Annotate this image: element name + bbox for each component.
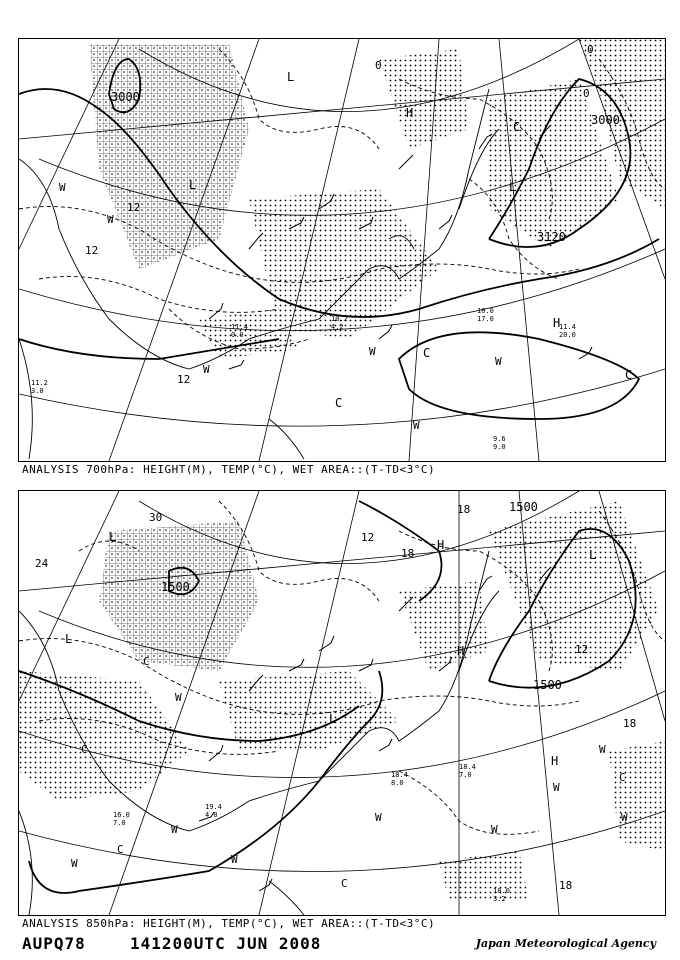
station-temp: 11.4 [559, 323, 576, 331]
temp-label: 18 [559, 879, 573, 892]
station-temp: 18.4 [391, 771, 408, 779]
center-symbol: W [375, 811, 382, 824]
center-symbol: L [65, 632, 73, 646]
center-symbol: L [509, 180, 517, 194]
station-temp: 18.4 [459, 763, 476, 771]
center-symbol: C [81, 743, 88, 756]
station-dewpoint: 3.2 [493, 895, 506, 903]
center-symbol: W [369, 345, 376, 358]
center-symbol: L [189, 178, 197, 192]
center-symbol: L [329, 712, 337, 726]
temp-label: 30 [149, 511, 163, 524]
station-dewpoint: 3.0 [31, 387, 44, 395]
center-symbol: H [457, 644, 465, 658]
height-label: 3000 [591, 113, 620, 127]
temp-label: 0 [587, 43, 594, 56]
temp-label: 24 [35, 557, 49, 570]
station-dewpoint: 20.0 [559, 331, 576, 339]
station-dewpoint: 7.0 [459, 771, 472, 779]
height-label: 1500 [509, 500, 538, 514]
center-symbol: C [625, 368, 633, 382]
station-temp: 11.4 [231, 323, 248, 331]
station-dewpoint: 17.0 [477, 315, 494, 323]
center-symbol: W [621, 811, 628, 824]
station-dewpoint: 4.0 [205, 811, 218, 819]
station-temp: 16.0 [113, 811, 130, 819]
station-dewpoint: 0.0 [231, 331, 244, 339]
map-panel-850hpa [18, 490, 666, 916]
center-symbol: W [171, 823, 178, 836]
center-symbol: W [495, 355, 502, 368]
station-dewpoint: 8.0 [391, 779, 404, 787]
temp-label: 18 [623, 717, 637, 730]
height-label: 1500 [533, 678, 562, 692]
height-label: 3120 [537, 230, 566, 244]
center-symbol: H [551, 754, 559, 768]
temp-label: 12 [575, 643, 589, 656]
station-temp: 11.2 [31, 379, 48, 387]
center-symbol: W [413, 419, 420, 432]
station-temp: 9.6 [493, 435, 506, 443]
center-symbol: L [589, 548, 597, 562]
center-symbol: W [491, 823, 498, 836]
center-symbol: W [599, 743, 606, 756]
station-temp: 10.0 [477, 307, 494, 315]
station-dewpoint: 4.2 [331, 323, 344, 331]
center-symbol: C [513, 120, 521, 134]
center-symbol: C [143, 655, 150, 668]
center-symbol: C [341, 877, 348, 890]
temp-label: 12 [361, 531, 375, 544]
center-symbol: W [231, 853, 238, 866]
map-panel-700hpa [18, 38, 666, 462]
map-700hpa-canvas [19, 39, 665, 461]
center-symbol: L [109, 530, 117, 544]
temp-label: 18 [401, 547, 415, 560]
center-symbol: C [117, 843, 124, 856]
temp-label: 0 [583, 87, 590, 100]
temp-label: 18 [457, 503, 471, 516]
temp-label: 12 [177, 373, 191, 386]
center-symbol: H [437, 538, 445, 552]
panel-caption-700hpa: ANALYSIS 700hPa: HEIGHT(M), TEMP(°C), WET AREA::(T-TD<3°C) [22, 463, 436, 476]
center-symbol: W [71, 857, 78, 870]
agency-name: Japan Meteorological Agency [475, 937, 656, 950]
center-symbol: C [619, 771, 626, 784]
station-temp: 10.2 [331, 315, 348, 323]
map-850hpa-canvas [19, 491, 665, 915]
height-label: 1500 [161, 580, 190, 594]
station-dewpoint: 7.0 [113, 819, 126, 827]
temp-label: 12 [127, 201, 141, 214]
center-symbol: W [553, 781, 560, 794]
center-symbol: H [553, 316, 561, 330]
center-symbol: H [406, 106, 414, 120]
temp-label: 12 [85, 244, 99, 257]
chart-code: AUPQ78 [22, 934, 86, 953]
height-label: 3000 [111, 90, 140, 104]
center-symbol: W [203, 363, 210, 376]
temp-label: 0 [375, 59, 382, 72]
center-symbol: C [423, 346, 431, 360]
station-temp: 18.0 [493, 887, 510, 895]
analysis-timestamp: 141200UTC JUN 2008 [130, 934, 322, 953]
station-temp: 19.4 [205, 803, 222, 811]
panel-caption-850hpa: ANALYSIS 850hPa: HEIGHT(M), TEMP(°C), WET AREA::(T-TD<3°C) [22, 917, 436, 930]
station-dewpoint: 9.0 [493, 443, 506, 451]
center-symbol: C [335, 396, 343, 410]
center-symbol: W [175, 691, 182, 704]
center-symbol: L [287, 70, 295, 84]
center-symbol: W [107, 213, 114, 226]
center-symbol: W [59, 181, 66, 194]
